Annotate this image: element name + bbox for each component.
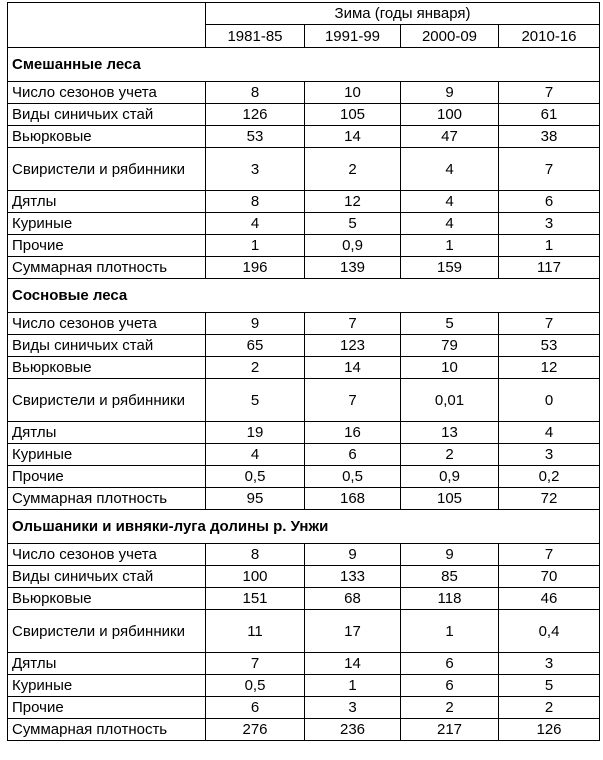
table-row-woodpeckers	[8, 653, 600, 675]
value-cell: 46	[499, 588, 600, 610]
value-cell: 133	[305, 566, 401, 588]
table-row-others	[8, 235, 600, 257]
value-cell: 10	[401, 357, 499, 379]
value-cell: 53	[206, 126, 305, 148]
table-row-galliformes	[8, 213, 600, 235]
row-label: Куриные	[8, 675, 206, 697]
value-cell: 0,5	[206, 466, 305, 488]
value-cell: 105	[401, 488, 499, 510]
section-title: Сосновые леса	[8, 279, 600, 313]
row-label: Суммарная плотность	[8, 257, 206, 279]
section-header-row	[8, 279, 600, 313]
row-label: Прочие	[8, 697, 206, 719]
value-cell: 0,2	[499, 466, 600, 488]
value-cell: 0,9	[401, 466, 499, 488]
value-cell: 123	[305, 335, 401, 357]
table-row-others	[8, 697, 600, 719]
value-cell: 14	[305, 126, 401, 148]
value-cell: 8	[206, 191, 305, 213]
row-label: Число сезонов учета	[8, 544, 206, 566]
header-period-2000-09: 2000-09	[401, 25, 499, 48]
value-cell: 1	[401, 235, 499, 257]
row-label: Прочие	[8, 466, 206, 488]
table-row-seasons-count	[8, 544, 600, 566]
row-label: Прочие	[8, 235, 206, 257]
value-cell: 53	[499, 335, 600, 357]
table-row-others	[8, 466, 600, 488]
value-cell: 0	[499, 379, 600, 422]
value-cell: 65	[206, 335, 305, 357]
value-cell: 5	[499, 675, 600, 697]
row-label: Суммарная плотность	[8, 719, 206, 741]
value-cell: 3	[305, 697, 401, 719]
row-label: Суммарная плотность	[8, 488, 206, 510]
value-cell: 105	[305, 104, 401, 126]
table-container	[7, 2, 599, 741]
value-cell: 168	[305, 488, 401, 510]
value-cell: 151	[206, 588, 305, 610]
table-row-tit-flock-species	[8, 566, 600, 588]
value-cell: 4	[401, 191, 499, 213]
value-cell: 10	[305, 82, 401, 104]
value-cell: 196	[206, 257, 305, 279]
value-cell: 8	[206, 544, 305, 566]
value-cell: 0,4	[499, 610, 600, 653]
table-row-total-density	[8, 488, 600, 510]
value-cell: 5	[206, 379, 305, 422]
value-cell: 61	[499, 104, 600, 126]
value-cell: 126	[499, 719, 600, 741]
table-header	[8, 3, 600, 48]
value-cell: 2	[499, 697, 600, 719]
value-cell: 236	[305, 719, 401, 741]
value-cell: 1	[305, 675, 401, 697]
value-cell: 85	[401, 566, 499, 588]
value-cell: 6	[499, 191, 600, 213]
value-cell: 100	[401, 104, 499, 126]
value-cell: 8	[206, 82, 305, 104]
table-row-seasons-count	[8, 82, 600, 104]
section-header-row	[8, 48, 600, 82]
value-cell: 12	[305, 191, 401, 213]
value-cell: 4	[401, 213, 499, 235]
header-period-1981-85: 1981-85	[206, 25, 305, 48]
row-label: Дятлы	[8, 191, 206, 213]
value-cell: 17	[305, 610, 401, 653]
table-row-tit-flock-species	[8, 335, 600, 357]
value-cell: 6	[305, 444, 401, 466]
row-label: Свиристели и рябинники	[8, 379, 206, 422]
value-cell: 0,9	[305, 235, 401, 257]
value-cell: 4	[206, 444, 305, 466]
value-cell: 95	[206, 488, 305, 510]
value-cell: 70	[499, 566, 600, 588]
value-cell: 11	[206, 610, 305, 653]
value-cell: 7	[499, 148, 600, 191]
value-cell: 7	[499, 82, 600, 104]
header-period-1991-99: 1991-99	[305, 25, 401, 48]
value-cell: 3	[206, 148, 305, 191]
table-row-waxwings-fieldfares	[8, 610, 600, 653]
value-cell: 7	[499, 313, 600, 335]
header-winter-label: Зима (годы января)	[206, 3, 600, 25]
row-label: Свиристели и рябинники	[8, 610, 206, 653]
value-cell: 159	[401, 257, 499, 279]
value-cell: 126	[206, 104, 305, 126]
section-header-row	[8, 510, 600, 544]
header-row-winter	[8, 3, 600, 25]
row-label: Вьюрковые	[8, 357, 206, 379]
value-cell: 68	[305, 588, 401, 610]
row-label: Куриные	[8, 213, 206, 235]
value-cell: 6	[401, 675, 499, 697]
value-cell: 72	[499, 488, 600, 510]
value-cell: 2	[206, 357, 305, 379]
table-row-woodpeckers	[8, 191, 600, 213]
header-period-2010-16: 2010-16	[499, 25, 600, 48]
value-cell: 19	[206, 422, 305, 444]
table-row-finches	[8, 126, 600, 148]
value-cell: 4	[206, 213, 305, 235]
value-cell: 14	[305, 357, 401, 379]
table-row-seasons-count	[8, 313, 600, 335]
row-label: Дятлы	[8, 653, 206, 675]
value-cell: 1	[401, 610, 499, 653]
value-cell: 9	[305, 544, 401, 566]
value-cell: 1	[499, 235, 600, 257]
table-row-galliformes	[8, 444, 600, 466]
value-cell: 100	[206, 566, 305, 588]
row-label: Вьюрковые	[8, 126, 206, 148]
value-cell: 5	[305, 213, 401, 235]
value-cell: 9	[206, 313, 305, 335]
value-cell: 4	[499, 422, 600, 444]
value-cell: 6	[206, 697, 305, 719]
row-label: Куриные	[8, 444, 206, 466]
row-label: Виды синичьих стай	[8, 104, 206, 126]
table-row-finches	[8, 588, 600, 610]
bird-density-table	[7, 2, 600, 741]
value-cell: 6	[401, 653, 499, 675]
value-cell: 38	[499, 126, 600, 148]
value-cell: 9	[401, 82, 499, 104]
row-label: Число сезонов учета	[8, 313, 206, 335]
row-label: Свиристели и рябинники	[8, 148, 206, 191]
section-title: Ольшаники и ивняки-луга долины р. Унжи	[8, 510, 600, 544]
value-cell: 4	[401, 148, 499, 191]
table-row-galliformes	[8, 675, 600, 697]
row-label: Дятлы	[8, 422, 206, 444]
value-cell: 0,5	[305, 466, 401, 488]
value-cell: 13	[401, 422, 499, 444]
value-cell: 117	[499, 257, 600, 279]
header-corner-cell	[8, 3, 206, 48]
row-label: Виды синичьих стай	[8, 335, 206, 357]
value-cell: 3	[499, 653, 600, 675]
section-title: Смешанные леса	[8, 48, 600, 82]
table-row-tit-flock-species	[8, 104, 600, 126]
value-cell: 7	[305, 379, 401, 422]
value-cell: 79	[401, 335, 499, 357]
value-cell: 14	[305, 653, 401, 675]
value-cell: 3	[499, 213, 600, 235]
value-cell: 7	[305, 313, 401, 335]
value-cell: 1	[206, 235, 305, 257]
value-cell: 2	[305, 148, 401, 191]
value-cell: 9	[401, 544, 499, 566]
value-cell: 276	[206, 719, 305, 741]
table-row-total-density	[8, 257, 600, 279]
value-cell: 118	[401, 588, 499, 610]
value-cell: 47	[401, 126, 499, 148]
value-cell: 16	[305, 422, 401, 444]
row-label: Виды синичьих стай	[8, 566, 206, 588]
table-row-woodpeckers	[8, 422, 600, 444]
table-row-total-density	[8, 719, 600, 741]
value-cell: 5	[401, 313, 499, 335]
value-cell: 3	[499, 444, 600, 466]
table-body	[8, 48, 600, 741]
value-cell: 217	[401, 719, 499, 741]
row-label: Вьюрковые	[8, 588, 206, 610]
value-cell: 0,5	[206, 675, 305, 697]
value-cell: 0,01	[401, 379, 499, 422]
value-cell: 12	[499, 357, 600, 379]
value-cell: 7	[499, 544, 600, 566]
table-row-waxwings-fieldfares	[8, 379, 600, 422]
table-row-waxwings-fieldfares	[8, 148, 600, 191]
value-cell: 7	[206, 653, 305, 675]
value-cell: 2	[401, 697, 499, 719]
row-label: Число сезонов учета	[8, 82, 206, 104]
value-cell: 2	[401, 444, 499, 466]
value-cell: 139	[305, 257, 401, 279]
table-row-finches	[8, 357, 600, 379]
